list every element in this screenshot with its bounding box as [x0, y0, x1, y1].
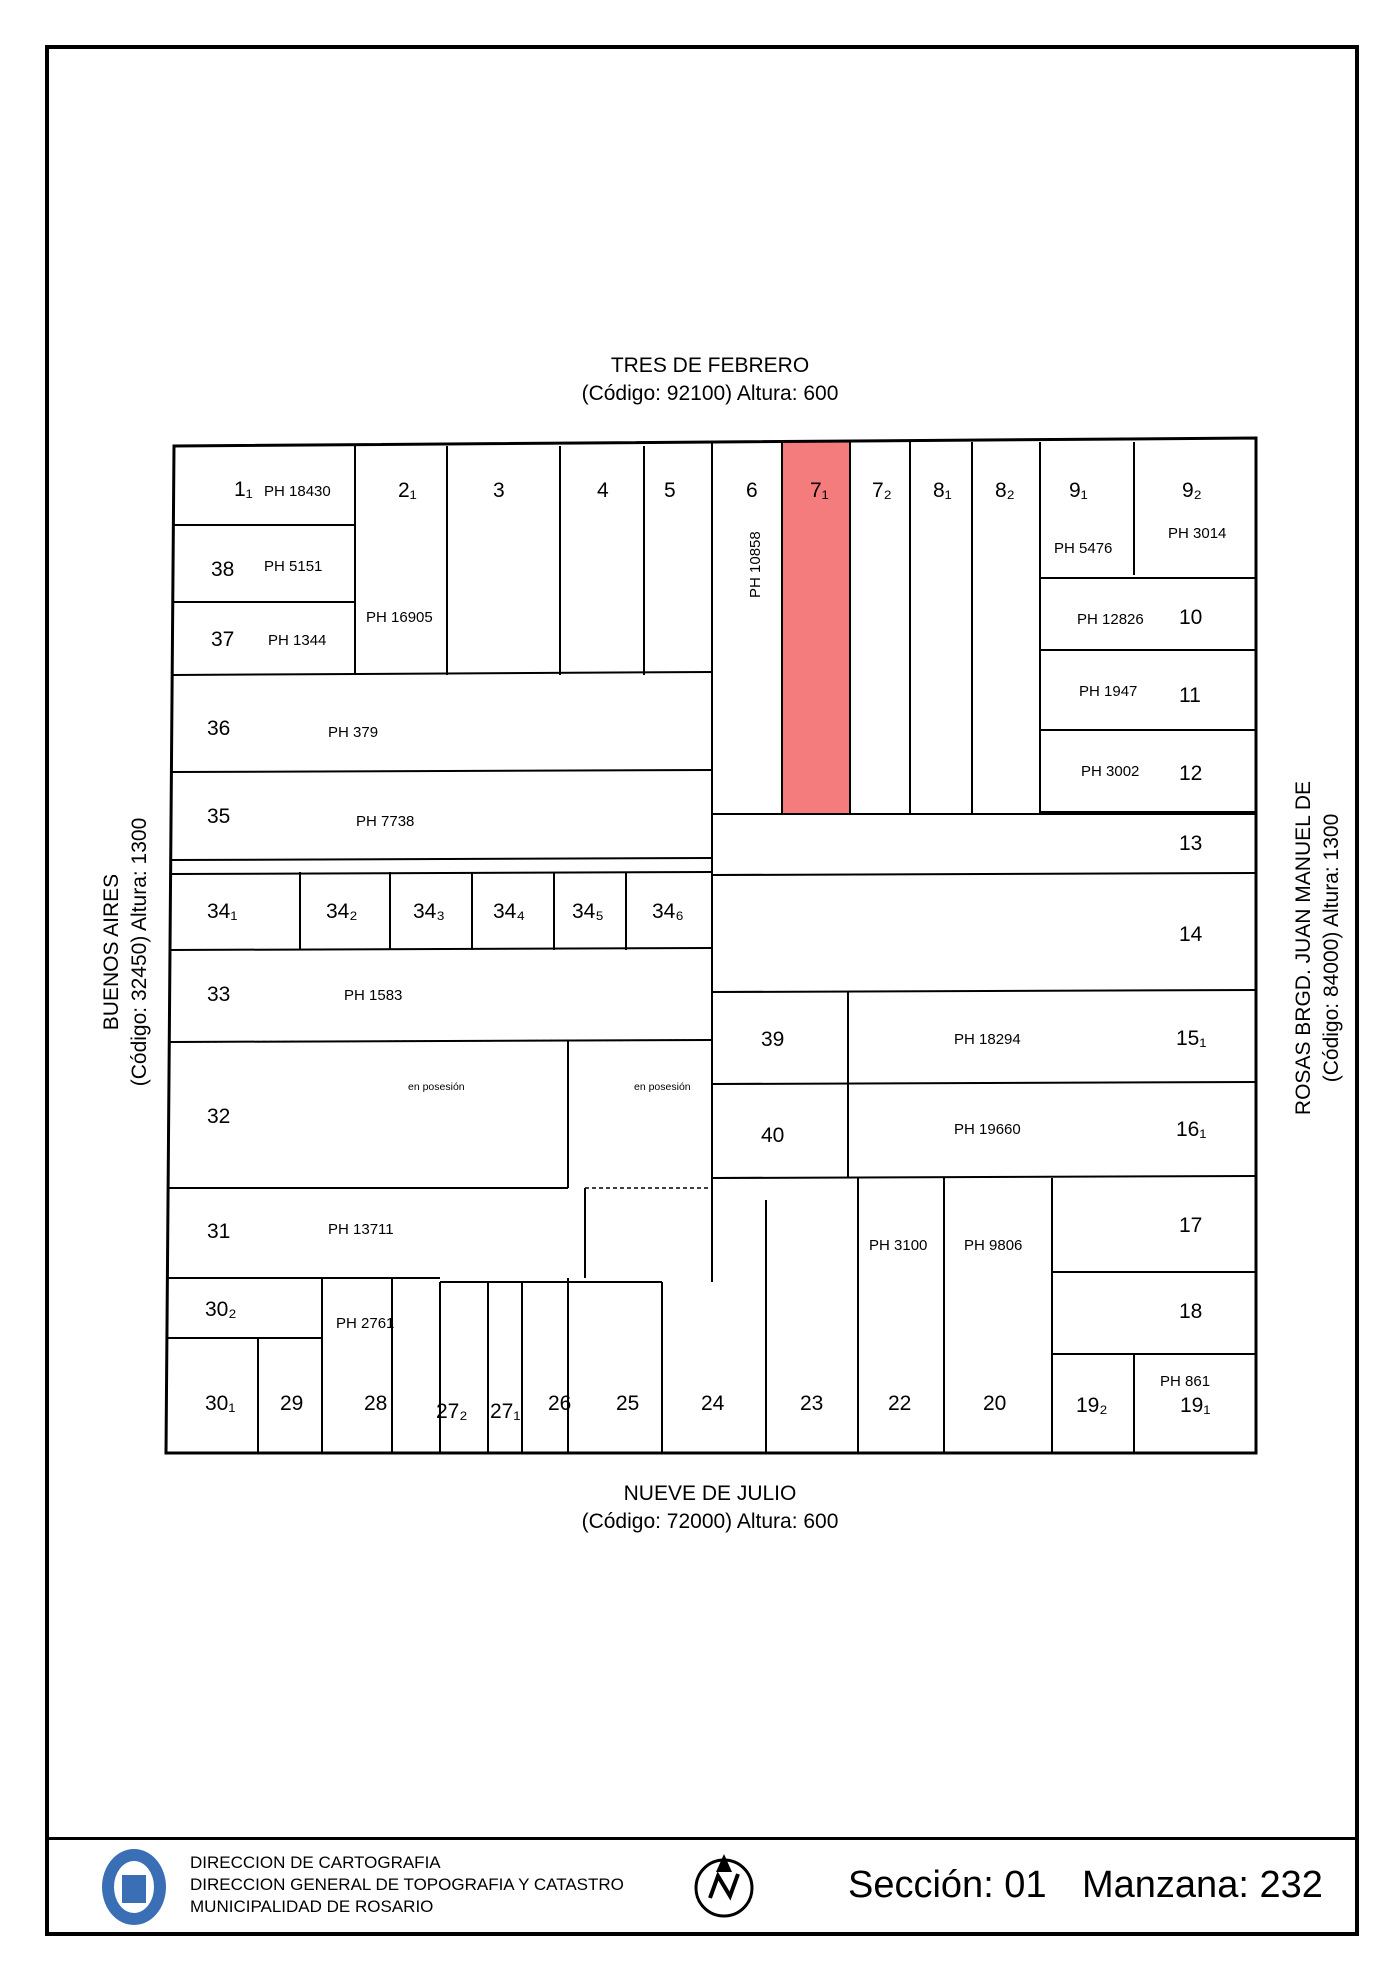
street-west-code: (Código: 32450) Altura: 1300	[128, 817, 151, 1087]
possession-note-2: en posesión	[634, 1081, 691, 1093]
lot-35: 35	[207, 805, 231, 828]
lot-7-2: 7₂	[872, 479, 892, 502]
lot-19-1: 19₁	[1180, 1394, 1211, 1417]
lot-8-1: 8₁	[933, 479, 952, 502]
lot-30-2: 30₂	[205, 1298, 237, 1321]
lot-19-2: 19₂	[1076, 1394, 1108, 1417]
lot-27-2: 27₂	[436, 1400, 468, 1423]
ph-label-19-1: PH 861	[1160, 1373, 1211, 1390]
lot-25: 25	[616, 1392, 640, 1415]
lot-34-4: 34₄	[493, 900, 525, 923]
street-south-name: NUEVE DE JULIO	[623, 1482, 797, 1505]
lot-33: 33	[207, 983, 231, 1006]
lot-12: 12	[1179, 762, 1203, 785]
lot-14: 14	[1179, 923, 1203, 946]
ph-label-9-2: PH 3014	[1168, 525, 1227, 542]
manzana-label: Manzana: 232	[1082, 1864, 1323, 1906]
lot-1-1: 1₁	[234, 478, 253, 501]
ph-label-28: PH 2761	[336, 1315, 395, 1332]
lot-31: 31	[207, 1220, 231, 1243]
lot-28: 28	[364, 1392, 388, 1415]
ph-labels	[264, 483, 1226, 1390]
ph-label-20: PH 9806	[964, 1237, 1023, 1254]
lot-13: 13	[1179, 832, 1203, 855]
lot-20: 20	[983, 1392, 1007, 1415]
lot-9-1: 9₁	[1069, 479, 1088, 502]
lot-34-2: 34₂	[326, 900, 358, 923]
ph-label-36: PH 379	[328, 724, 379, 741]
ph-label-1-1: PH 18430	[264, 483, 331, 500]
possession-lines	[171, 1040, 712, 1188]
lot-3: 3	[493, 479, 505, 502]
possession-note-1: en posesión	[408, 1081, 465, 1093]
ph-label-11: PH 1947	[1079, 683, 1138, 700]
lot-38: 38	[211, 558, 235, 581]
ph-label-10: PH 12826	[1077, 611, 1144, 628]
ph-label-31: PH 13711	[328, 1221, 394, 1238]
ph-label-6: PH 10858	[747, 531, 764, 598]
lot-10: 10	[1179, 606, 1203, 629]
lot-34-6: 34₆	[652, 900, 684, 923]
lot-22: 22	[888, 1392, 912, 1415]
lot-17: 17	[1179, 1214, 1203, 1237]
footer-line-1: DIRECCION DE CARTOGRAFIA	[190, 1853, 441, 1872]
lot-34-3: 34₃	[413, 900, 445, 923]
lot-5: 5	[664, 479, 676, 502]
lot-16-1: 16₁	[1176, 1118, 1207, 1141]
ph-label-15-1: PH 18294	[954, 1031, 1021, 1048]
footer-line-2: DIRECCION GENERAL DE TOPOGRAFIA Y CATASTRO	[190, 1875, 624, 1894]
north-arrow-icon	[692, 1852, 756, 1920]
street-east-code: (Código: 84000) Altura: 1300	[1320, 813, 1343, 1083]
lot-37: 37	[211, 628, 235, 651]
lot-23: 23	[800, 1392, 824, 1415]
lot-9-2: 9₂	[1182, 479, 1202, 502]
street-north-name: TRES DE FEBRERO	[610, 354, 810, 377]
street-east-name: ROSAS BRGD. JUAN MANUEL DE	[1292, 780, 1315, 1116]
ph-label-16-1: PH 19660	[954, 1121, 1021, 1138]
lot-26: 26	[548, 1392, 572, 1415]
lot-15-1: 15₁	[1176, 1027, 1207, 1050]
lot-34-5: 34₅	[572, 900, 604, 923]
footer-line-3: MUNICIPALIDAD DE ROSARIO	[190, 1897, 434, 1916]
lot-29: 29	[280, 1392, 304, 1415]
lot-18: 18	[1179, 1300, 1203, 1323]
lot-27-1: 27₁	[490, 1400, 521, 1423]
street-north-code: (Código: 92100) Altura: 600	[581, 382, 839, 405]
lot-24: 24	[701, 1392, 725, 1415]
ph-label-9-1: PH 5476	[1054, 540, 1113, 557]
lot-4: 4	[597, 479, 609, 502]
lot-39: 39	[761, 1028, 785, 1051]
ph-label-35: PH 7738	[356, 813, 415, 830]
street-south-code: (Código: 72000) Altura: 600	[581, 1510, 839, 1533]
lot-8-2: 8₂	[995, 479, 1015, 502]
lot-30-1: 30₁	[205, 1392, 236, 1415]
ph-label-37: PH 1344	[268, 632, 327, 649]
street-west-name: BUENOS AIRES	[100, 873, 123, 1031]
lot-32: 32	[207, 1105, 231, 1128]
ph-label-33: PH 1583	[344, 987, 403, 1004]
lot-36: 36	[207, 717, 231, 740]
lot-34-1: 34₁	[207, 900, 238, 923]
lot-40: 40	[761, 1124, 785, 1147]
seccion-label: Sección: 01	[848, 1864, 1047, 1906]
footer-institution	[190, 1852, 624, 1918]
ph-label-38: PH 5151	[264, 558, 323, 575]
lot-2-1: 2₁	[398, 479, 417, 502]
ph-label-12: PH 3002	[1081, 763, 1140, 780]
rosario-coat-of-arms-icon	[98, 1845, 170, 1929]
lot-11: 11	[1179, 684, 1201, 707]
ph-label-2-1: PH 16905	[366, 609, 433, 626]
lot-7-1: 7₁	[810, 479, 829, 502]
possession-notes	[408, 1081, 691, 1093]
lot-6: 6	[746, 479, 758, 502]
ph-label-22: PH 3100	[869, 1237, 928, 1254]
lot-boundaries	[166, 438, 1256, 1453]
